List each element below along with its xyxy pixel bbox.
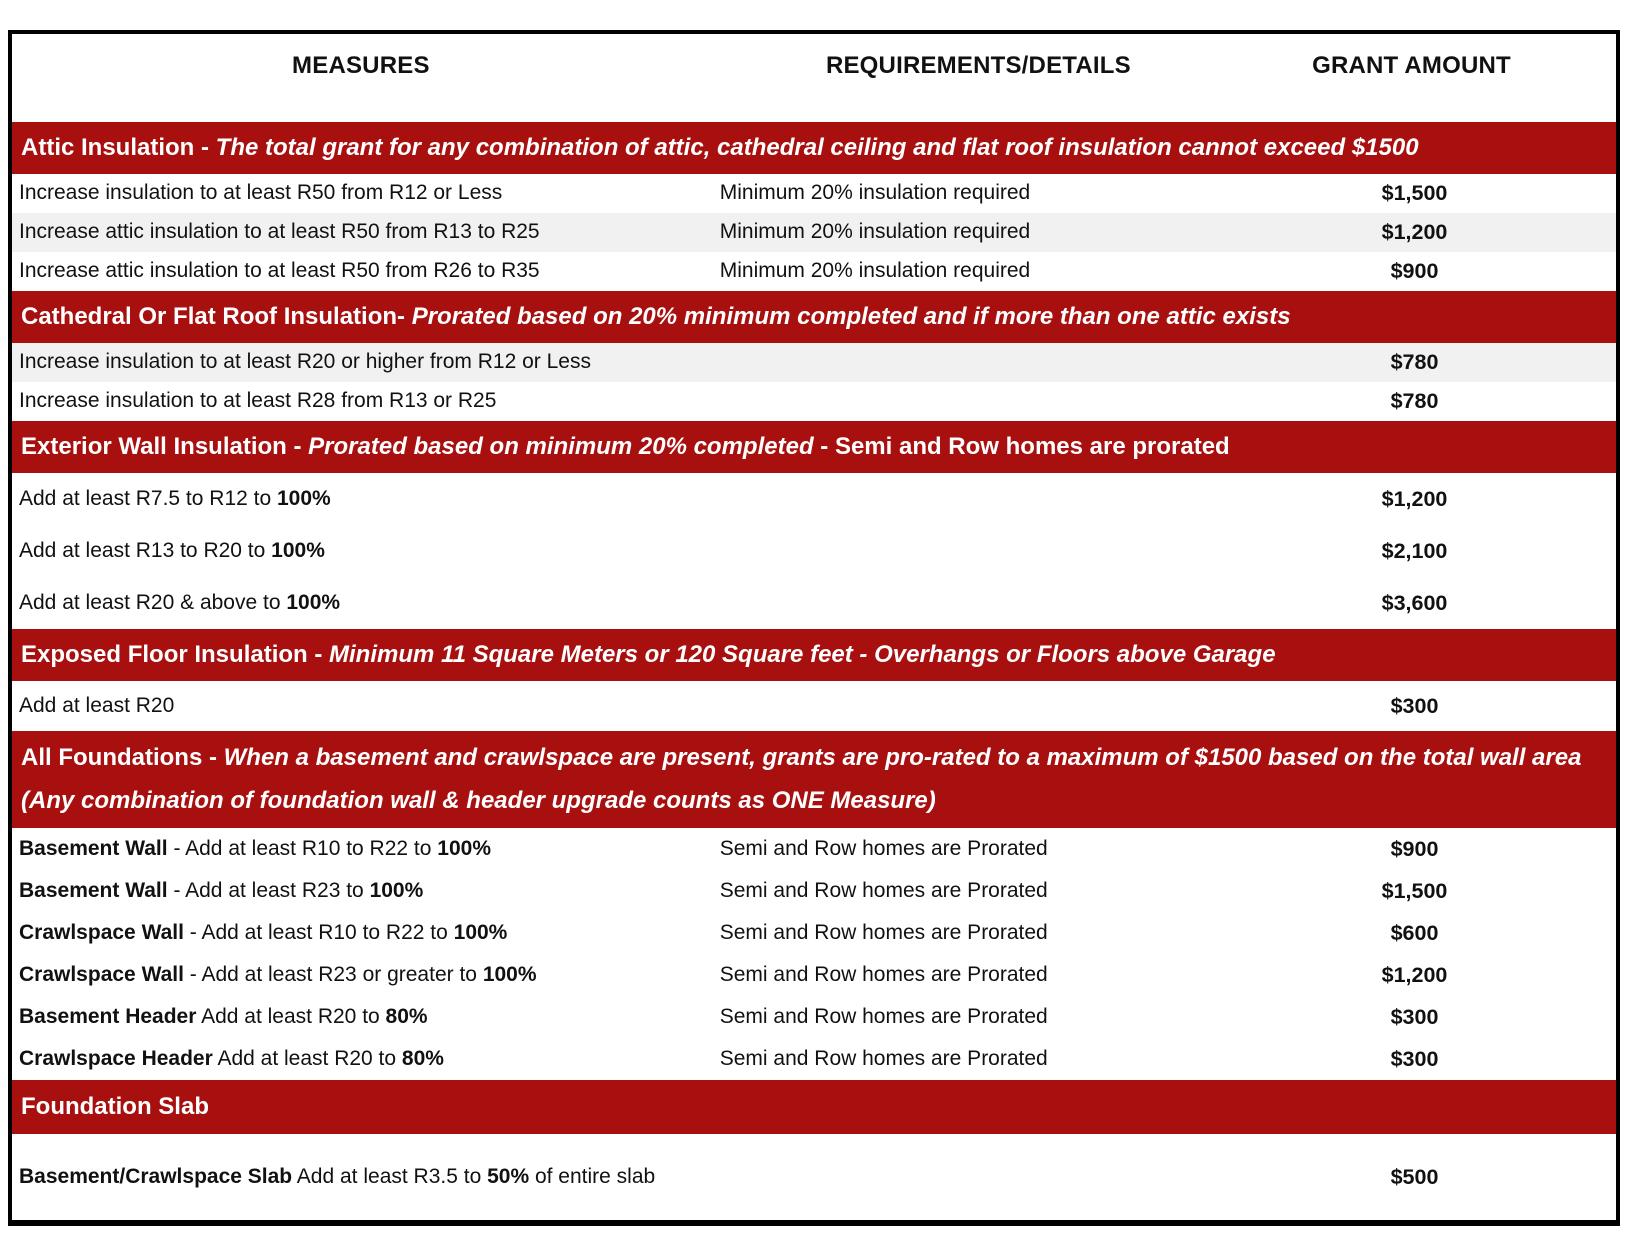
measure-text: - Add at least R23 to	[167, 879, 370, 903]
measure-cell	[12, 1162, 710, 1192]
measure-text: Increase insulation to at least R50 from R12 or Less	[19, 181, 503, 205]
column-header-row	[12, 34, 1616, 122]
grant-amount-cell: $780	[1390, 389, 1439, 414]
measure-text: - Add at least R23 or greater to	[183, 963, 483, 987]
grant-amount-cell: $1,200	[1381, 220, 1448, 245]
measure-text: Increase insulation to at least R20 or higher from R12 or Less	[19, 350, 591, 374]
measure-text: Increase attic insulation to at least R50 from R26 to R35	[19, 259, 540, 283]
measure-cell	[12, 918, 710, 948]
table-row	[12, 912, 1616, 954]
section-band-all-foundations	[12, 731, 1616, 828]
measure-text: Increase attic insulation to at least R50 from R13 to R25	[19, 220, 540, 244]
measure-cell	[12, 217, 710, 247]
document-page	[8, 30, 1620, 1226]
measure-text-rest: of entire slab	[529, 1165, 656, 1189]
table-row	[12, 870, 1616, 912]
table-row	[12, 252, 1616, 291]
measure-cell	[12, 1044, 710, 1074]
grant-amount-cell: $300	[1390, 1005, 1439, 1029]
measure-lead: Basement Wall	[19, 837, 168, 861]
requirements-cell	[710, 497, 1247, 501]
measure-bold: 80%	[401, 1047, 444, 1071]
grant-amount-cell: $500	[1390, 1165, 1439, 1189]
requirements-cell: Minimum 20% insulation required	[719, 259, 1031, 283]
measure-bold: 100%	[277, 486, 331, 510]
grant-amount-cell: $900	[1390, 259, 1439, 284]
requirements-cell: Semi and Row homes are Prorated	[719, 1005, 1048, 1029]
measure-bold: 80%	[385, 1005, 428, 1029]
measure-lead: Crawlspace Header	[19, 1047, 213, 1071]
measure-cell	[12, 960, 710, 990]
measure-cell	[12, 347, 710, 377]
table-row	[12, 174, 1616, 213]
requirements-cell	[710, 361, 1247, 365]
section-subtitle-italic: Prorated based on 20% minimum completed and if more than one attic exists	[411, 302, 1291, 330]
requirements-cell: Minimum 20% insulation required	[719, 181, 1031, 205]
requirements-cell: Semi and Row homes are Prorated	[719, 921, 1048, 945]
section-band-exterior-wall	[12, 421, 1616, 473]
section-title	[21, 638, 1276, 673]
table-row	[12, 996, 1616, 1038]
table-row	[12, 954, 1616, 996]
requirements-cell	[710, 601, 1247, 605]
requirements-cell	[710, 1175, 1247, 1179]
measure-text: Add at least R20 & above to	[19, 590, 287, 614]
requirements-cell: Semi and Row homes are Prorated	[719, 879, 1048, 903]
measure-text: - Add at least R10 to R22 to	[167, 837, 438, 861]
grant-amount-cell: $1,200	[1381, 486, 1448, 511]
section-subtitle-italic: When a basement and crawlspace are present, grants are pro-rated to a maximum of $1500 based on the total wall area (Any combination of foundation wall & header upgrade counts as ONE Measure)	[21, 744, 1582, 814]
requirements-cell: Minimum 20% insulation required	[719, 220, 1031, 244]
grant-amount-cell: $1,200	[1381, 963, 1448, 987]
measure-lead: Basement/Crawlspace Slab	[19, 1165, 293, 1189]
grant-amount-cell: $1,500	[1381, 181, 1448, 206]
table-row	[12, 382, 1616, 421]
section-subtitle-italic: Minimum 11 Square Meters or 120 Square feet - Overhangs or Floors above Garage	[329, 640, 1276, 668]
section-subtitle-italic: The total grant for any combination of attic, cathedral ceiling and flat roof insulation cannot exceed $1500	[215, 133, 1419, 161]
grant-amount-cell: $900	[1390, 837, 1439, 861]
measure-text: Add at least R7.5 to R12 to	[19, 486, 277, 510]
measure-text: Add at least R20	[19, 693, 175, 717]
measure-bold: 100%	[286, 590, 341, 614]
measure-cell	[12, 386, 710, 416]
column-header-grant-amount: GRANT AMOUNT	[1312, 52, 1511, 79]
section-title	[21, 430, 1230, 465]
measure-cell	[12, 484, 710, 514]
measure-cell	[12, 1002, 710, 1032]
grant-amount-cell: $300	[1390, 1047, 1439, 1071]
section-band-foundation-slab	[12, 1080, 1616, 1134]
table-row	[12, 577, 1616, 629]
section-subtitle-italic: Prorated based on minimum 20% completed	[308, 432, 814, 460]
requirements-cell: Semi and Row homes are Prorated	[719, 837, 1048, 861]
section-title-text: Foundation Slab	[21, 1093, 209, 1121]
section-band-cathedral-flat-roof	[12, 291, 1616, 343]
measure-lead: Basement Wall	[19, 879, 168, 903]
measure-text: Add at least R20 to	[196, 1005, 386, 1029]
measure-text: Add at least R20 to	[212, 1047, 402, 1071]
measure-lead: Crawlspace Wall	[19, 963, 184, 987]
requirements-cell: Semi and Row homes are Prorated	[719, 963, 1048, 987]
table-row	[12, 828, 1616, 870]
section-title-text: Cathedral Or Flat Roof Insulation-	[21, 302, 412, 330]
section-title-tail: - Semi and Row homes are prorated	[813, 432, 1230, 460]
requirements-cell	[710, 704, 1247, 708]
section-title	[21, 131, 1419, 166]
requirements-cell	[710, 400, 1247, 404]
grant-amount-cell: $600	[1390, 921, 1439, 945]
table-row	[12, 1038, 1616, 1080]
requirements-cell	[710, 549, 1247, 553]
measure-bold: 100%	[369, 879, 424, 903]
measure-cell	[12, 691, 710, 721]
measure-lead: Crawlspace Wall	[19, 921, 184, 945]
table-row	[12, 343, 1616, 382]
measure-lead: Basement Header	[19, 1005, 197, 1029]
measure-cell	[12, 256, 710, 286]
measure-cell	[12, 536, 710, 566]
grant-amount-cell: $2,100	[1381, 538, 1448, 563]
column-header-requirements: REQUIREMENTS/DETAILS	[825, 52, 1131, 79]
grant-amount-cell: $780	[1390, 350, 1439, 375]
table-row	[12, 473, 1616, 525]
section-title	[21, 1090, 209, 1125]
table-row	[12, 1134, 1616, 1220]
grant-amount-cell: $1,500	[1381, 879, 1448, 903]
grant-amount-cell: $3,600	[1381, 590, 1448, 615]
section-title-text: All Foundations -	[21, 744, 224, 771]
measure-bold: 50%	[487, 1165, 530, 1189]
column-header-measures: MEASURES	[292, 52, 430, 79]
section-band-exposed-floor	[12, 629, 1616, 681]
requirements-cell: Semi and Row homes are Prorated	[719, 1047, 1048, 1071]
section-title-text: Exterior Wall Insulation -	[21, 432, 309, 460]
measure-bold: 100%	[437, 837, 491, 861]
measure-cell	[12, 178, 710, 208]
measure-text: - Add at least R10 to R22 to	[183, 921, 454, 945]
measure-bold: 100%	[482, 963, 537, 987]
section-title	[21, 737, 1606, 822]
measure-cell	[12, 876, 710, 906]
grant-amount-table	[8, 30, 1620, 1226]
section-band-attic-insulation	[12, 122, 1616, 174]
measure-cell	[12, 588, 710, 618]
measure-text: Add at least R13 to R20 to	[19, 538, 272, 562]
measure-bold: 100%	[271, 538, 325, 562]
measure-text: Increase insulation to at least R28 from R13 or R25	[19, 389, 497, 413]
section-title	[21, 300, 1291, 335]
table-row	[12, 213, 1616, 252]
measure-bold: 100%	[453, 921, 508, 945]
section-title-text: Attic Insulation -	[21, 133, 216, 161]
measure-cell	[12, 834, 710, 864]
grant-amount-cell: $300	[1390, 693, 1439, 718]
table-row	[12, 525, 1616, 577]
measure-text: Add at least R3.5 to	[292, 1165, 488, 1189]
section-title-text: Exposed Floor Insulation -	[21, 640, 330, 668]
table-row	[12, 681, 1616, 731]
